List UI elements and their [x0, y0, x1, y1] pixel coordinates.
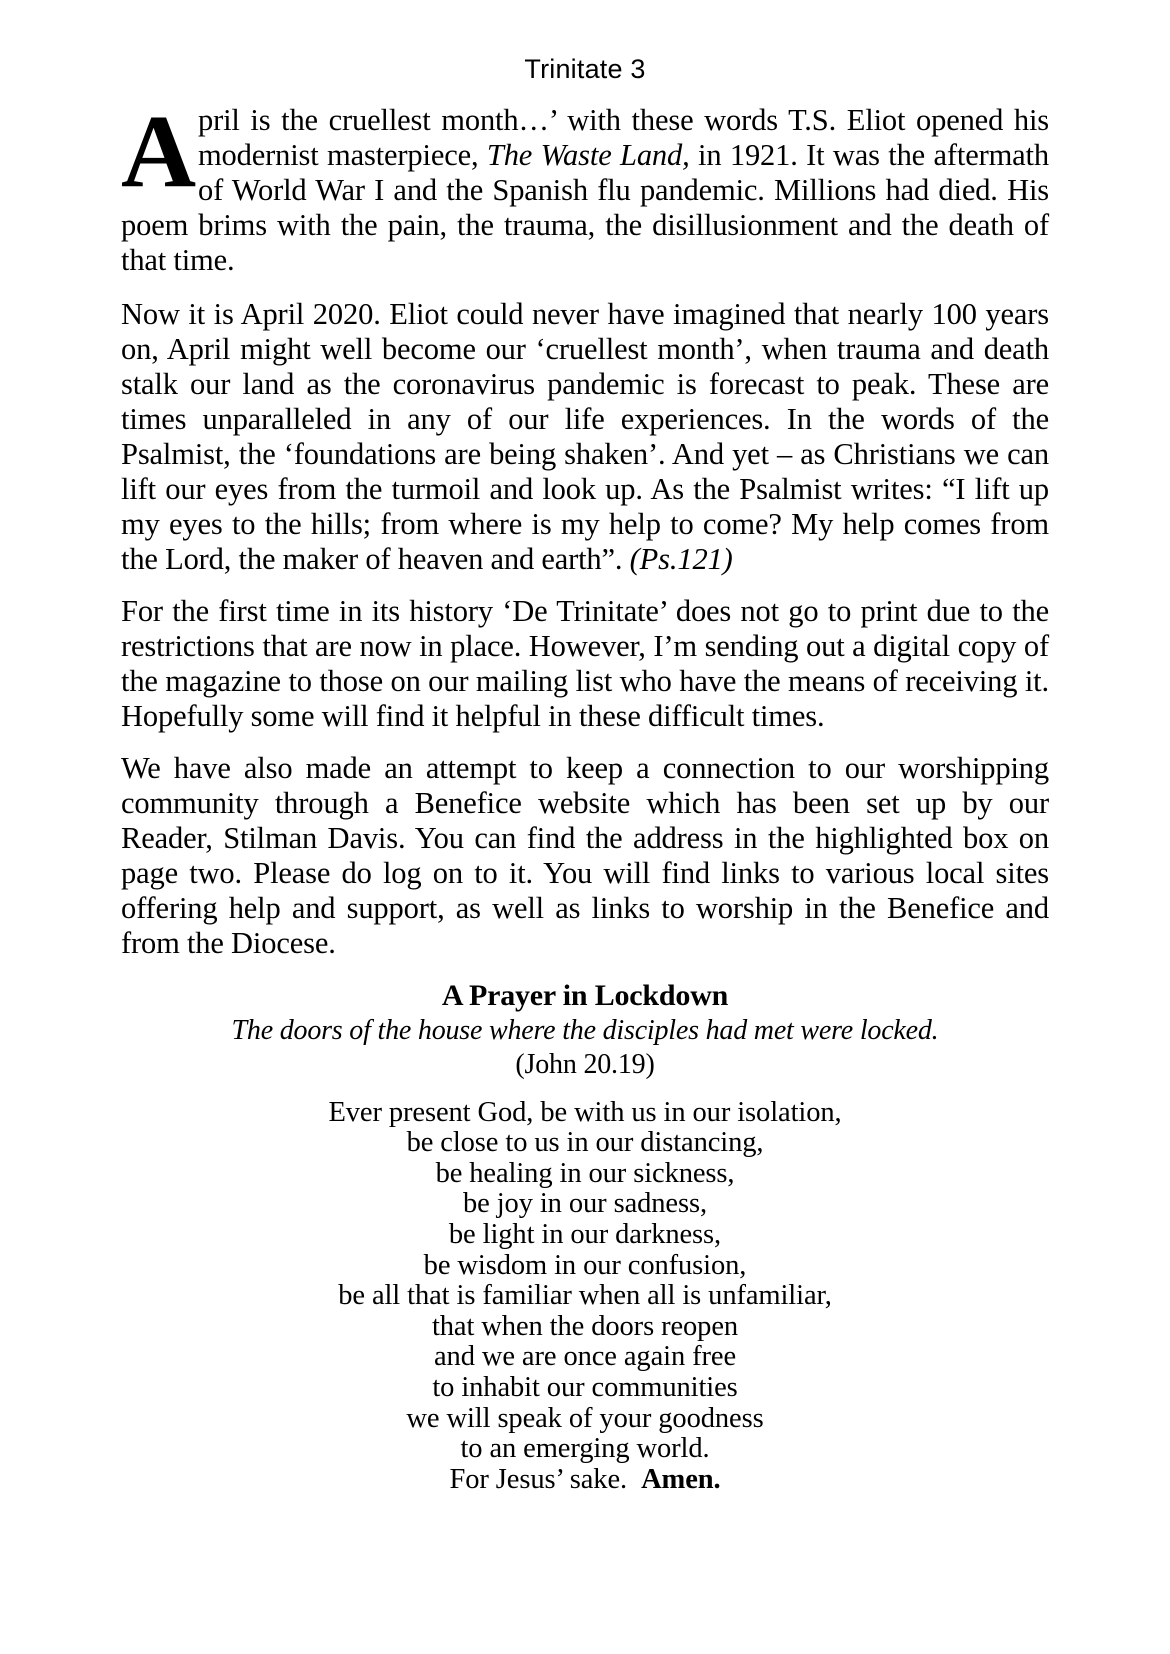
page-title: Trinitate 3	[524, 54, 646, 84]
prayer-line: be joy in our sadness,	[463, 1188, 707, 1220]
page-header	[0, 0, 1170, 85]
prayer-line: that when the doors reopen	[431, 1310, 739, 1342]
paragraph-de-trinitate	[121, 594, 1049, 734]
prayer-scripture-quote: The doors of the house where the disciples had met were locked.	[231, 1014, 939, 1046]
prayer-line: Ever present God, be with us in our isolation,	[328, 1096, 842, 1128]
prayer-title: A Prayer in Lockdown	[441, 978, 729, 1012]
prayer-line: to an emerging world.	[460, 1433, 710, 1465]
paragraph-benefice-website	[121, 751, 1049, 961]
citation-psalm-121: (Ps.121)	[629, 541, 733, 576]
prayer-line: be close to us in our distancing,	[406, 1127, 764, 1159]
prayer-line: be healing in our sickness,	[435, 1157, 735, 1189]
paragraph-intro-text-1: pril is the cruellest month…’ with these words T.S. Eliot opened his modernist masterpiece,	[197, 102, 1049, 172]
prayer-line: be all that is familiar when all is unfamiliar,	[338, 1280, 832, 1312]
paragraph-benefice-website-text: We have also made an attempt to keep a connection to our worshipping community through a Benefice website which has been set up by our Reader, Stilman Davis. You can find the address in the highlighted box on page two. Please do log on to it. You will find links to various local sites offering help and support, as well as links to worship in the Benefice and from the Diocese.	[121, 750, 1049, 960]
prayer-line: be wisdom in our confusion,	[423, 1249, 747, 1281]
prayer-amen: Amen.	[641, 1463, 721, 1495]
prayer-line: we will speak of your goodness	[406, 1402, 764, 1434]
paragraph-april-2020	[121, 297, 1049, 577]
paragraph-intro-text-2: in 1921. It was the aftermath of World War I and the Spanish flu pandemic. Millions had died. His poem brims with the pain, the trauma, the disillusionment and the death of that time.	[121, 137, 1049, 277]
prayer-closing-line	[121, 1465, 1049, 1496]
prayer-section	[121, 978, 1049, 1496]
prayer-line: to inhabit our communities	[432, 1372, 738, 1404]
paragraph-de-trinitate-text: For the first time in its history ‘De Trinitate’ does not go to print due to the restrictions that are now in place. However, I’m sending out a digital copy of the magazine to those on our mailing list who have the means of receiving it. Hopefully some will find it helpful in these difficult times.	[121, 593, 1049, 733]
prayer-line: and we are once again free	[434, 1341, 736, 1373]
prayer-closing-prefix: For Jesus’ sake.	[449, 1463, 642, 1495]
prayer-line: be light in our darkness,	[448, 1219, 722, 1251]
paragraph-april-2020-text: Now it is April 2020. Eliot could never have imagined that nearly 100 years on, April might well become our ‘cruellest month’, when trauma and death stalk our land as the coronavirus pandemic is forecast to peak. These are times unparalleled in any of our life experiences. In the words of the Psalmist, the ‘foundations are being shaken’. And yet – as Christians we can lift our eyes from the turmoil and look up. As the Psalmist writes: “I lift up my eyes to the hills; from where is my help to come? My help comes from the Lord, the maker of heaven and earth”.	[121, 296, 1049, 576]
book-title-waste-land: The Waste Land,	[486, 137, 690, 172]
paragraph-intro	[121, 93, 1049, 278]
article-body	[121, 85, 1049, 1496]
prayer-lines	[121, 1098, 1049, 1496]
drop-cap: A	[121, 93, 196, 209]
prayer-scripture-reference: (John 20.19)	[515, 1048, 655, 1080]
